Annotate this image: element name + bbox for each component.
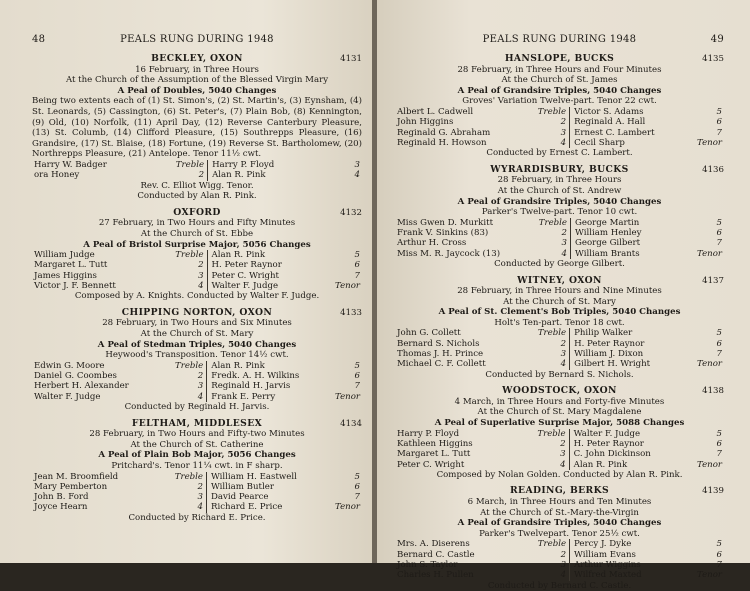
- ringer-name: Walter F. Judge: [211, 280, 279, 291]
- peal-list: [32, 54, 362, 523]
- ringer-name: Michael C. F. Collett: [397, 359, 486, 370]
- ringers-table: [32, 250, 362, 291]
- peal-detail-line: 28 February, in Two Hours and Six Minutes: [102, 318, 292, 329]
- ringers-row: [395, 218, 724, 228]
- ringer-name: Edwin G. Moore: [34, 360, 105, 371]
- peal-conductor: Composed by A. Knights. Conducted by Walter F. Judge.: [74, 291, 320, 302]
- ringer-name: Peter C. Wright: [397, 459, 465, 470]
- bell-number: 6: [354, 260, 360, 271]
- ringer-name: Philip Walker: [574, 328, 633, 339]
- running-head-title: PEALS RUNG DURING 1948: [482, 34, 637, 45]
- peal-detail-line: 28 February, in Two Hours and Fifty-two Minutes: [89, 429, 305, 440]
- peal-conductor: Conducted by Bernard S. Nichols.: [485, 369, 634, 380]
- left-page: [0, 0, 374, 563]
- ringer-name: Bernard S. Nichols: [397, 338, 480, 349]
- bell-number: 5: [716, 428, 722, 439]
- bell-number: 3: [537, 238, 571, 248]
- ringer-name: Daniel G. Coombes: [34, 371, 117, 382]
- peal-place: CHIPPING NORTON, OXON: [121, 306, 273, 318]
- ringer-name: John S. Taylor: [397, 559, 458, 570]
- ringer-name: Mary Pemberton: [34, 481, 108, 492]
- ringer-name: C. John Dickinson: [573, 449, 651, 460]
- ringers-table: [395, 218, 724, 259]
- bell-number: 4: [536, 359, 570, 369]
- peal-detail-line: 16 February, in Three Hours: [135, 64, 259, 75]
- ringer-name: Gilbert H. Wright: [574, 359, 651, 370]
- peal-place: BECKLEY, OXON: [151, 53, 243, 64]
- peal-method: A Peal of Doubles, 5040 Changes: [117, 85, 277, 96]
- peal-method: A Peal of Stedman Triples, 5040 Changes: [97, 339, 297, 350]
- bell-number: Treble: [173, 250, 207, 260]
- peal-composition-note: Heywood's Transposition. Tenor 14½ cwt.: [105, 350, 289, 361]
- ringers-row: [395, 138, 724, 148]
- bell-number: 2: [537, 228, 571, 238]
- ringer-name: James Higgins: [34, 270, 97, 281]
- ringer-name: Wilfred Maxted: [574, 570, 642, 581]
- bell-number: Tenor: [697, 459, 722, 470]
- peal-detail-line: At the Church of St. Mary: [503, 296, 616, 307]
- peal-number: 4138: [702, 386, 724, 397]
- running-head: [32, 34, 362, 48]
- peal-entry: [32, 308, 362, 413]
- peal-place: WOODSTOCK, OXON: [502, 385, 617, 397]
- peal-detail-line: At the Church of the Assumption of the Blessed Virgin Mary: [65, 75, 329, 86]
- bell-number: 7: [716, 127, 722, 138]
- peal-place: FELTHAM, MIDDLESEX: [131, 417, 263, 429]
- peal-composition-note: Being two extents each of (1) St. Simon's, (2) St. Martin's, (3) Eynsham, (4) St. Leonards, (5) Cassington, (6) St. Peter's, (7) Plain Bob, (8) Kennington, (9) Old, (10) Norfolk, (11) April Day, (12) Reverse Canterbury Pleasure, (13) St. Columb, (14) Clifford Pleasure, (15) Southrepps Pleasure, (16) Grandsire, (17) St. Blaise, (18) Fortune, (19) Reverse St. Bartholomew, (20) Northrepps Pleasure, (21) Antelope. Tenor 11½ cwt.: [32, 96, 362, 160]
- ringer-name: Miss Gwen D. Murkitt: [397, 217, 494, 228]
- bell-number: Tenor: [335, 280, 360, 291]
- bell-number: 7: [716, 449, 722, 460]
- bell-number: 3: [535, 449, 569, 459]
- bell-number: 2: [173, 260, 207, 270]
- peal-number: 4137: [702, 275, 724, 286]
- ringer-name: ora Honey: [34, 170, 80, 181]
- bell-number: 5: [354, 250, 360, 261]
- ringer-name: Cecil Sharp: [574, 137, 625, 148]
- ringer-name: Alan R. Pink: [211, 250, 266, 261]
- ringer-name: Alan R. Pink: [211, 360, 265, 371]
- peal-entry: [395, 386, 724, 480]
- bell-number: 3: [536, 349, 570, 359]
- peal-detail-line: 4 March, in Three Hours and Forty-five Minutes: [454, 396, 665, 407]
- peal-entry: [395, 486, 724, 591]
- ringer-name: Richard E. Price: [211, 502, 283, 513]
- right-page: [377, 0, 750, 591]
- bell-number: Treble: [174, 160, 208, 170]
- ringer-name: David Pearce: [211, 492, 269, 503]
- peal-conductor: Conducted by Richard E. Price.: [128, 512, 266, 523]
- ringers-row: [32, 381, 362, 391]
- ringer-name: H. Peter Raynor: [573, 438, 644, 449]
- bell-number: 3: [173, 381, 207, 391]
- bell-number: 2: [536, 550, 570, 560]
- page-number: 49: [710, 34, 724, 45]
- bell-number: 4: [536, 138, 570, 148]
- peal-detail-line: 28 February, in Three Hours: [497, 175, 622, 186]
- bell-number: 5: [354, 471, 360, 482]
- bell-number: Tenor: [335, 502, 360, 513]
- ringers-row: [395, 249, 724, 259]
- peal-place: WITNEY, OXON: [517, 274, 602, 286]
- ringers-row: [395, 238, 724, 248]
- peal-composition-note: Parker's Twelvepart. Tenor 25½ cwt.: [479, 528, 640, 539]
- bell-number: 2: [174, 170, 208, 180]
- bell-number: 2: [173, 371, 207, 381]
- ringers-row: [395, 449, 724, 459]
- ringers-table: [395, 328, 724, 369]
- ringers-row: [395, 339, 724, 349]
- running-head: [395, 34, 724, 48]
- ringers-row: [395, 117, 724, 127]
- ringer-name: Peter C. Wright: [211, 270, 279, 281]
- bell-number: 6: [716, 438, 722, 449]
- peal-entry: [32, 208, 362, 302]
- bell-number: 5: [716, 106, 722, 117]
- ringers-row: [395, 460, 724, 470]
- bell-number: 5: [716, 217, 722, 228]
- ringers-table: [32, 160, 362, 181]
- peal-composition-note: Groves' Variation Twelve-part. Tenor 22 cwt.: [462, 96, 657, 107]
- bell-number: Treble: [536, 539, 570, 549]
- ringer-name: William Brants: [575, 248, 640, 259]
- ringers-row: [395, 359, 724, 369]
- ringer-name: William Evans: [574, 549, 636, 560]
- bell-number: 5: [354, 360, 360, 371]
- peal-entry: [395, 54, 724, 159]
- ringers-row: [32, 472, 362, 482]
- ringer-name: John Higgins: [397, 117, 454, 128]
- ringer-name: Kathleen Higgins: [397, 438, 473, 449]
- bell-number: Tenor: [697, 137, 722, 148]
- ringer-name: Arthur H. Cross: [397, 238, 467, 249]
- bell-number: 4: [173, 281, 207, 291]
- bell-number: Tenor: [697, 359, 722, 370]
- bell-number: 5: [716, 328, 722, 339]
- bell-number: 6: [716, 228, 722, 239]
- peal-detail-line: 28 February, in Three Hours and Four Minutes: [457, 64, 662, 75]
- bell-number: Treble: [537, 218, 571, 228]
- ringer-name: William J. Dixon: [574, 349, 644, 360]
- bell-number: Treble: [536, 328, 570, 338]
- bell-number: 2: [536, 339, 570, 349]
- peal-number: 4135: [702, 54, 724, 64]
- peal-number: 4134: [340, 418, 362, 429]
- peal-number: 4136: [702, 164, 724, 175]
- peal-method: A Peal of Grandsire Triples, 5040 Changes: [457, 85, 662, 96]
- ringer-name: Reginald H. Jarvis: [211, 381, 291, 392]
- ringer-name: Thomas J. H. Prince: [397, 349, 484, 360]
- ringer-name: Jean M. Broomfield: [34, 471, 119, 482]
- ringers-row: [32, 492, 362, 502]
- peal-detail-line: At the Church of St. Catherine: [130, 439, 264, 450]
- ringers-row: [32, 482, 362, 492]
- peal-place: READING, BERKS: [510, 485, 609, 497]
- peal-composition-note: Pritchard's. Tenor 11¼ cwt. in F sharp.: [111, 461, 283, 471]
- ringers-row: [32, 392, 362, 402]
- bell-number: 3: [173, 271, 207, 281]
- ringer-name: Frank V. Sinkins (83): [397, 228, 489, 239]
- bell-number: 5: [716, 539, 722, 550]
- peal-conductor: Rev. C. Elliot Wigg. Tenor.: [140, 180, 254, 191]
- ringer-name: Mrs. A. Diserens: [397, 539, 470, 550]
- bell-number: Treble: [535, 429, 569, 439]
- peal-method: A Peal of Grandsire Triples, 5040 Changes: [457, 518, 662, 529]
- bell-number: Treble: [173, 472, 207, 482]
- ringer-name: Margaret L. Tutt: [34, 260, 108, 271]
- ringer-name: William Judge: [34, 250, 95, 261]
- ringers-row: [32, 271, 362, 281]
- peal-list: [395, 54, 724, 591]
- peal-conductor: Conducted by Alan R. Pink.: [137, 191, 257, 202]
- ringers-table: [395, 429, 724, 470]
- bell-number: 4: [536, 570, 570, 580]
- peal-number: 4133: [340, 307, 362, 318]
- ringers-row: [395, 349, 724, 359]
- bell-number: Tenor: [335, 391, 360, 402]
- ringer-name: Herbert H. Alexander: [34, 381, 129, 392]
- bell-number: 2: [535, 439, 569, 449]
- peal-place: WYRARDISBURY, BUCKS: [490, 163, 629, 175]
- peal-conductor: Composed by Nolan Golden. Conducted by Alan R. Pink.: [436, 469, 683, 480]
- peal-place: HANSLOPE, BUCKS: [504, 53, 615, 64]
- ringer-name: Charles H. Pullen: [397, 570, 474, 581]
- bell-number: 7: [716, 349, 722, 360]
- peal-conductor: Conducted by Bernard C. Castle.: [487, 580, 632, 591]
- bell-number: 4: [354, 170, 360, 181]
- ringer-name: Albert L. Cadwell: [397, 106, 474, 117]
- ringer-name: Percy J. Dyke: [574, 539, 632, 550]
- ringer-name: Miss M. R. Jaycock (13): [397, 248, 501, 259]
- ringers-row: [395, 439, 724, 449]
- ringer-name: Reginald A. Hall: [574, 117, 646, 128]
- ringer-name: Walter F. Judge: [573, 428, 641, 439]
- bell-number: 4: [173, 502, 207, 512]
- peal-place: OXFORD: [173, 206, 221, 218]
- ringer-name: Bernard C. Castle: [397, 549, 475, 560]
- bell-number: 3: [354, 159, 360, 170]
- ringers-row: [395, 550, 724, 560]
- bell-number: 4: [173, 392, 207, 402]
- ringer-name: John B. Ford: [34, 492, 89, 503]
- bell-number: 2: [173, 482, 207, 492]
- peal-number: 4132: [340, 207, 362, 218]
- ringers-row: [395, 570, 724, 580]
- peal-method: A Peal of Grandsire Triples, 5040 Changes: [457, 196, 662, 207]
- bell-number: 7: [354, 270, 360, 281]
- bell-number: Tenor: [697, 248, 722, 259]
- ringers-table: [395, 107, 724, 148]
- peal-composition-note: Parker's Twelve-part. Tenor 10 cwt.: [481, 207, 638, 218]
- peal-composition-note: Holt's Ten-part. Tenor 18 cwt.: [494, 317, 625, 328]
- ringer-name: William Butler: [211, 481, 274, 492]
- bell-number: Treble: [536, 107, 570, 117]
- bell-number: 6: [716, 338, 722, 349]
- bell-number: 3: [536, 128, 570, 138]
- ringer-name: George Gilbert: [575, 238, 641, 249]
- ringer-name: Reginald H. Howson: [397, 137, 487, 148]
- bell-number: 4: [537, 249, 571, 259]
- ringers-row: [32, 260, 362, 270]
- ringers-row: [395, 107, 724, 117]
- ringer-name: Harry P. Floyd: [397, 428, 460, 439]
- ringers-row: [32, 371, 362, 381]
- bell-number: Treble: [173, 361, 207, 371]
- ringers-table: [32, 472, 362, 513]
- ringers-row: [32, 160, 362, 170]
- bell-number: Tenor: [697, 570, 722, 581]
- ringers-row: [395, 560, 724, 570]
- ringers-row: [395, 128, 724, 138]
- peal-detail-line: At the Church of St. Mary: [140, 329, 254, 340]
- ringer-name: Reginald G. Abraham: [397, 127, 491, 138]
- ringers-row: [395, 228, 724, 238]
- bell-number: 2: [536, 117, 570, 127]
- bell-number: 7: [716, 559, 722, 570]
- peal-entry: [395, 276, 724, 381]
- ringer-name: Harry W. Badger: [34, 159, 107, 170]
- ringer-name: John G. Collett: [397, 328, 461, 339]
- bell-number: 6: [716, 117, 722, 128]
- peal-detail-line: At the Church of St. Andrew: [497, 185, 622, 196]
- bell-number: 6: [716, 549, 722, 560]
- peal-conductor: Conducted by George Gilbert.: [494, 258, 625, 269]
- bell-number: 7: [354, 381, 360, 392]
- page-number: 48: [32, 34, 46, 45]
- bell-number: 7: [716, 238, 722, 249]
- bell-number: 6: [354, 371, 360, 382]
- ringer-name: William H. Eastwell: [211, 471, 297, 482]
- bell-number: 3: [173, 492, 207, 502]
- peal-entry: [32, 54, 362, 202]
- ringers-row: [32, 502, 362, 512]
- ringer-name: Alan R. Pink: [212, 170, 266, 181]
- ringers-row: [32, 170, 362, 180]
- bell-number: 3: [536, 560, 570, 570]
- peal-detail-line: 27 February, in Two Hours and Fifty Minutes: [98, 218, 296, 229]
- peal-detail-line: At the Church of St.-Mary-the-Virgin: [480, 507, 639, 518]
- ringer-name: Arthur Wiggins: [574, 559, 641, 570]
- peal-conductor: Conducted by Reginald H. Jarvis.: [124, 402, 270, 413]
- peal-method: A Peal of Superlative Surprise Major, 5088 Changes: [434, 418, 685, 429]
- ringer-name: Joyce Hearn: [34, 502, 88, 513]
- ringers-row: [395, 429, 724, 439]
- peal-method: A Peal of Bristol Surprise Major, 5056 Changes: [83, 239, 311, 250]
- ringer-name: H. Peter Raynor: [211, 260, 282, 271]
- ringers-table: [32, 361, 362, 402]
- peal-detail-line: At the Church of St. Mary Magdalene: [477, 407, 642, 418]
- bell-number: 4: [535, 460, 569, 470]
- ringers-row: [32, 361, 362, 371]
- bell-number: 6: [354, 481, 360, 492]
- ringer-name: Alan R. Pink: [573, 459, 628, 470]
- ringer-name: Ernest C. Lambert: [574, 127, 655, 138]
- ringer-name: George Martin: [575, 217, 640, 228]
- peal-number: 4139: [702, 486, 724, 497]
- ringer-name: Harry P. Floyd: [212, 159, 275, 170]
- ringers-table: [395, 539, 724, 580]
- ringer-name: Walter F. Judge: [34, 391, 101, 402]
- bell-number: 7: [354, 492, 360, 503]
- peal-entry: [32, 419, 362, 524]
- ringers-row: [395, 539, 724, 549]
- peal-detail-line: At the Church of St. Ebbe: [140, 228, 254, 239]
- ringers-row: [395, 328, 724, 338]
- ringers-row: [32, 250, 362, 260]
- peal-method: A Peal of Plain Bob Major, 5056 Changes: [98, 450, 296, 461]
- running-head-title: PEALS RUNG DURING 1948: [120, 34, 274, 45]
- ringer-name: Margaret L. Tutt: [397, 449, 471, 460]
- peal-detail-line: At the Church of St. James: [501, 75, 618, 86]
- peal-entry: [395, 165, 724, 270]
- peal-method: A Peal of St. Clement's Bob Triples, 5040 Changes: [438, 307, 681, 318]
- ringer-name: William Henley: [575, 228, 642, 239]
- ringer-name: H. Peter Raynor: [574, 338, 645, 349]
- ringer-name: Victor S. Adams: [574, 106, 644, 117]
- ringer-name: Fredk. A. H. Wilkins: [211, 371, 300, 382]
- peal-number: 4131: [340, 54, 362, 64]
- peal-detail-line: 6 March, in Three Hours and Ten Minutes: [467, 497, 652, 507]
- ringers-row: [32, 281, 362, 291]
- ringer-name: Victor J. F. Bennett: [34, 280, 116, 291]
- ringer-name: Frank E. Perry: [211, 391, 276, 402]
- peal-conductor: Conducted by Ernest C. Lambert.: [486, 148, 633, 159]
- peal-detail-line: 28 February, in Three Hours and Nine Minutes: [457, 286, 662, 297]
